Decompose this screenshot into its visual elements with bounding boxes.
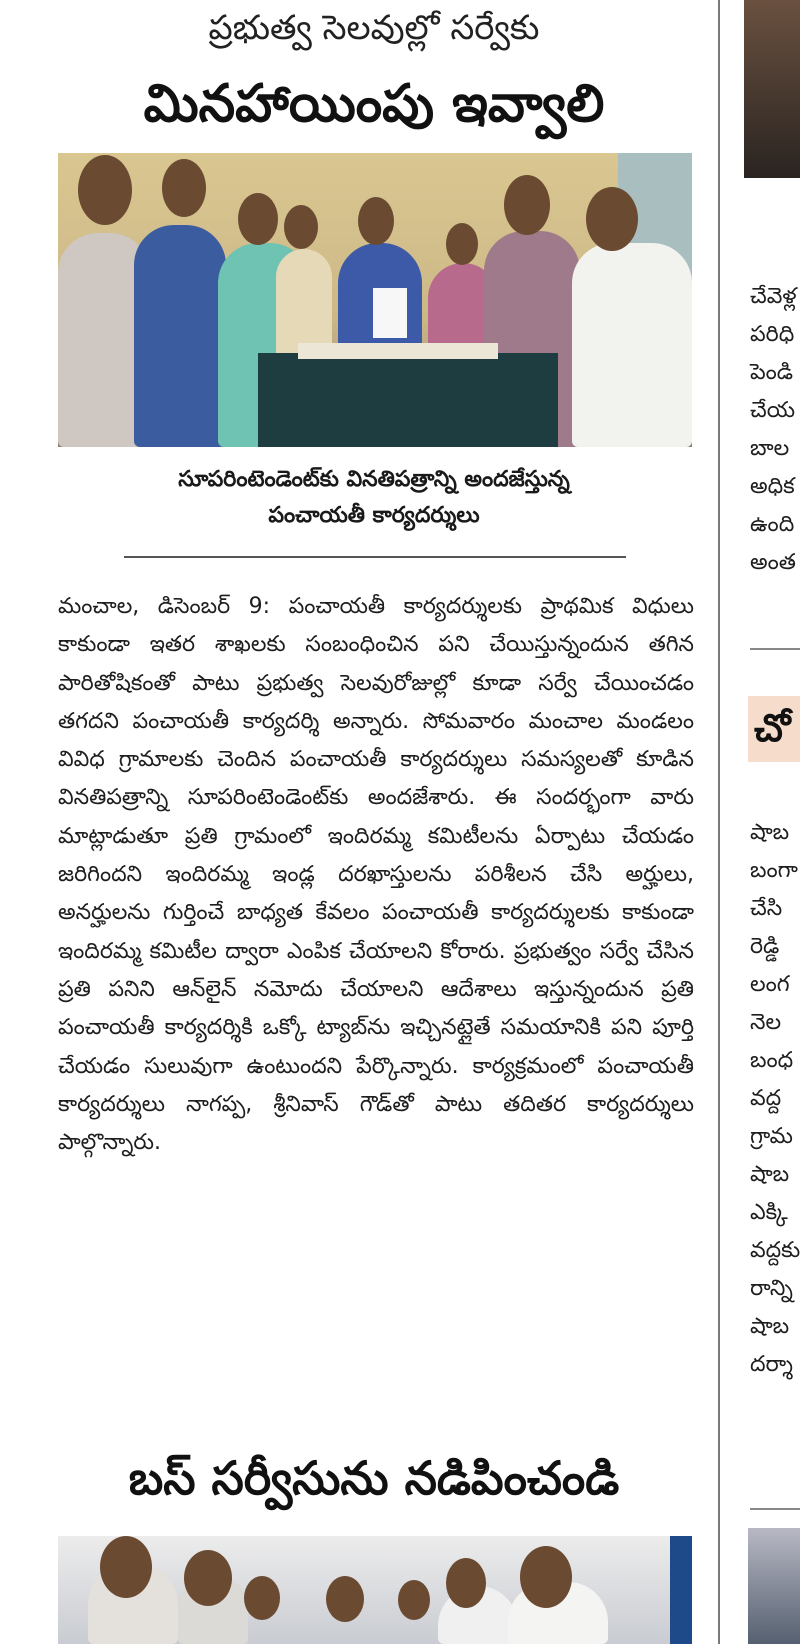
- side-text-line: దర్శా: [750, 1352, 793, 1377]
- side-headline-box: [748, 696, 800, 762]
- side-text-line: వద్దకు: [750, 1238, 800, 1263]
- side-headline-fragment: చో: [754, 706, 791, 750]
- side-text-line: పెండి: [750, 360, 794, 385]
- side-text-line: గ్రామ: [750, 1124, 793, 1149]
- photo-person: [134, 225, 226, 447]
- photo-head: [398, 1580, 430, 1620]
- side-text-line: బంధ: [750, 1048, 794, 1073]
- side-text-line: అధిక: [750, 474, 795, 499]
- side-text-line: షాబ: [750, 1314, 790, 1339]
- side-photo: [748, 1528, 800, 1644]
- side-text-line: చేవెళ్ల: [750, 284, 797, 309]
- photo-head: [446, 223, 478, 265]
- side-text-line: ఎక్కి: [750, 1200, 788, 1225]
- article-kicker: ప్రభుత్వ సెలవుల్లో సర్వేకు: [208, 8, 540, 48]
- side-rule: [750, 1508, 800, 1510]
- caption-rule: [124, 556, 626, 558]
- photo-person: [572, 243, 692, 447]
- caption-line-2: పంచాయతీ కార్యదర్శులు: [268, 503, 480, 528]
- side-text-line: ఉంది: [750, 512, 795, 537]
- photo-head: [446, 1558, 486, 1608]
- photo-papers: [298, 343, 498, 359]
- side-text-line: చేయ: [750, 398, 796, 423]
- side-text-line: షాబ: [750, 820, 790, 845]
- article-body: మంచాల, డిసెంబర్ 9: పంచాయతీ కార్యదర్శులకు ప్రాథమిక విధులు కాకుండా ఇతర శాఖలకు సంబంధించిన పని చేయిస్తున్నందున తగిన పారితోషికంతో పాటు ప్రభుత్వ సెలవురోజుల్లో కూడా సర్వే చేయించడం తగదని పంచాయతీ కార్యదర్శి అన్నారు. సోమవారం మంచాల మండలం వివిధ గ్రామాలకు చెందిన పంచాయతీ కార్యదర్శులు సమస్యలతో కూడిన వినతిపత్రాన్ని సూపరింటెండెంట్‌కు అందజేశారు. ఈ సందర్భంగా వారు మాట్లాడుతూ ప్రతి గ్రామంలో ఇందిరమ్మ కమిటీలను ఏర్పాటు చేయడం జరిగిందని ఇందిరమ్మ ఇండ్ల దరఖాస్తులను పరిశీలన చేసి అర్హులు, అనర్హులను గుర్తించే బాధ్యత కేవలం పంచాయతీ కార్యదర్శులకు కాకుండా ఇందిరమ్మ కమిటీల ద్వారా ఎంపిక చేయాలని కోరారు. ప్రభుత్వం సర్వే చేసిన ప్రతి పనిని ఆన్‌లైన్ నమోదు చేయాలని ఆదేశాలు ఇస్తున్నందున ప్రతి పంచాయతీ కార్యదర్శికి ఒక్కో ట్యాబ్‌ను ఇచ్చినట్లైతే సమయానికి పని పూర్తి చేయడం సులువుగా ఉంటుందని పేర్కొన్నారు. కార్యక్రమంలో పంచాయతీ కార్యదర్శులు నాగప్ప, శ్రీనివాస్ గౌడ్‌తో పాటు తదితర కార్యదర్శులు పాల్గొన్నారు.: [58, 594, 694, 1156]
- photo-head: [504, 175, 550, 235]
- side-text-line: అంత: [750, 550, 796, 575]
- column-divider: [718, 0, 720, 1644]
- photo-head: [586, 187, 638, 251]
- photo-head: [100, 1536, 152, 1598]
- side-text-line: బాల: [750, 436, 790, 461]
- photo-caption: [56, 462, 692, 534]
- side-text-line: రాన్ని: [750, 1276, 793, 1301]
- side-text-line: వద్ద: [750, 1086, 782, 1111]
- photo-head: [162, 159, 206, 217]
- photo-head: [244, 1576, 280, 1620]
- photo-head: [238, 193, 278, 245]
- side-column: [744, 0, 800, 1644]
- article-photo: [58, 153, 692, 447]
- side-text-line: షాబ: [750, 1162, 790, 1187]
- article-headline: మినహాయింపు ఇవ్వాలి: [143, 74, 605, 134]
- photo-edge: [670, 1536, 692, 1644]
- photo-head: [284, 205, 318, 249]
- photo-head: [184, 1550, 232, 1606]
- photo-head: [520, 1546, 572, 1608]
- photo-table: [258, 353, 558, 447]
- side-rule: [750, 648, 800, 650]
- side-text-line: రెడ్డి: [750, 934, 780, 959]
- side-text-line: పరిధి: [750, 322, 795, 347]
- photo-head: [326, 1576, 364, 1622]
- caption-line-1: సూపరింటెండెంట్‌కు వినతిపత్రాన్ని అందజేస్తున్న: [178, 467, 570, 492]
- side-photo: [744, 0, 800, 178]
- photo-petition-paper: [373, 288, 407, 338]
- side-text-line: నెల: [750, 1010, 782, 1035]
- second-article-headline: బస్ సర్వీసును నడిపించండి: [128, 1451, 620, 1505]
- side-text-line: బంగా: [750, 858, 798, 883]
- second-article-photo: [58, 1536, 692, 1644]
- photo-head: [358, 197, 394, 245]
- photo-head: [78, 155, 132, 225]
- side-text-line: లంగ: [750, 972, 790, 997]
- side-text-line: చేసి: [750, 896, 783, 921]
